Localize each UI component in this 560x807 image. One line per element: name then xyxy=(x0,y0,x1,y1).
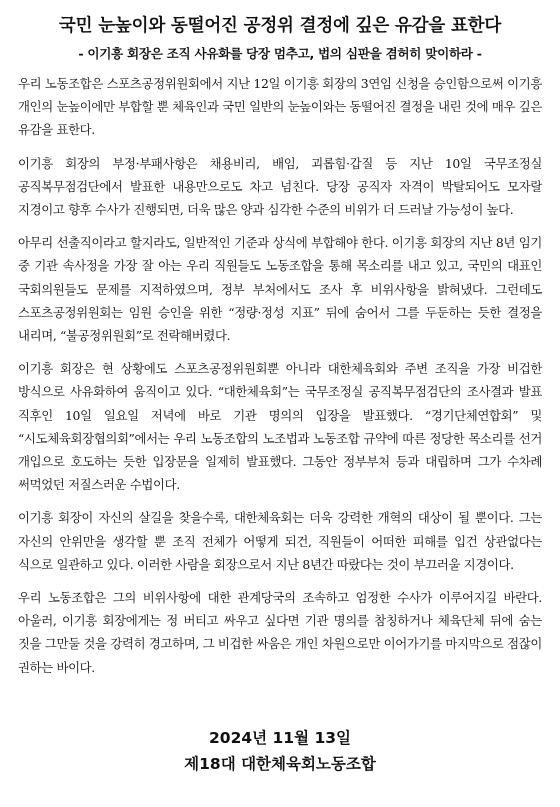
statement-subtitle: - 이기흥 회장은 조직 사유화를 당장 멈추고, 법의 심판을 겸허히 맞이하라 - xyxy=(78,46,482,61)
issuing-organization: 제18대 대한체육회노동조합 xyxy=(184,755,376,773)
paragraph-1: 우리 노동조합은 스포츠공정위원회에서 지난 12일 이기흥 회장의 3연임 신청을 승인함으로써 이기흥 개인의 눈높이에만 부합할 뿐 체육인과 국민 일반의 눈높이와는 동떨어진 결정을 내린 것에 매우 깊은 유감을 표한다. xyxy=(18,76,542,138)
statement-footer xyxy=(0,726,560,774)
paragraph-2: 이기흥 회장의 부정·부패사항은 채용비리, 배임, 괴롭힘·갑질 등 지난 10일 국무조정실 공직복무점검단에서 발표한 내용만으로도 차고 넘친다. 당장 공직자 자격이 박탈되어도 모자랄 지경이고 향후 수사가 진행되면, 더욱 많은 양과 심각한 수준의 비위가 더 드러날 가능성이 높다. xyxy=(18,155,542,218)
statement-title: 국민 눈높이와 동떨어진 공정위 결정에 깊은 유감을 표한다 xyxy=(58,16,502,36)
paragraph-4: 이기흥 회장은 현 상황에도 스포츠공정위원회뿐 아니라 대한체육회와 주변 조직을 가장 비겁한 방식으로 사유화하여 움직이고 있다. “대한체육회”는 국무조정실 공직복무점검단의 조사결과 발표 직후인 10일 일요일 저녁에 바로 기관 명의의 입장을 발표했다. “경기단체연합회” 및 “시도체육회장협의회”에서는 우리 노동조합의 노조법과 노동조합 규약에 따른 정당한 목소리를 선거 개입으로 호도하는 듯한 입장문을 일제히 발표했다. 그동안 정부부처 등과 대립하며 그가 수차례 써먹었던 저질스러운 수법이다. xyxy=(18,361,542,493)
paragraph-5: 이기흥 회장이 자신의 살길을 찾을수록, 대한체육회는 더욱 강력한 개혁의 대상이 될 뿐이다. 그는 자신의 안위만을 생각할 뿐 조직 전체가 어떻게 되건, 직원들이 어떠한 피해를 입건 상관없다는 식으로 일관하고 있다. 이러한 사람을 회장으로서 지난 8년간 따랐다는 것이 부끄러울 지경이다. xyxy=(18,510,542,572)
paragraph-3: 아무리 선출직이라고 할지라도, 일반적인 기준과 상식에 부합해야 한다. 이기흥 회장의 지난 8년 임기 중 기관 속사정을 가장 잘 아는 우리 직원들도 노동조합을 통해 목소리를 내고 있고, 국민의 대표인 국회의원들도 문제를 지적하였으며, 정부 부처에서도 조사 후 비위사항을 밝혀냈다. 그런데도 스포츠공정위원회는 임원 승인을 위한 “정량·정성 지표” 뒤에 숨어서 그를 두둔하는 듯한 결정을 내리며, “불공정위원회”로 전락해버렸다. xyxy=(18,235,542,344)
statement-body xyxy=(18,72,542,679)
statement-date: 2024년 11월 13일 xyxy=(209,729,351,747)
paragraph-6: 우리 노동조합은 그의 비위사항에 대한 관계당국의 조속하고 엄정한 수사가 이루어지길 바란다. 아울러, 이기흥 회장에게는 정 버티고 싸우고 싶다면 기관 명의를 참칭하거나 체육단체 뒤에 숨는 짓을 그만둘 것을 강력히 경고하며, 그 비겁한 싸움은 개인 차원으로만 이어가기를 마지막으로 점잖이 권하는 바이다. xyxy=(18,590,542,675)
